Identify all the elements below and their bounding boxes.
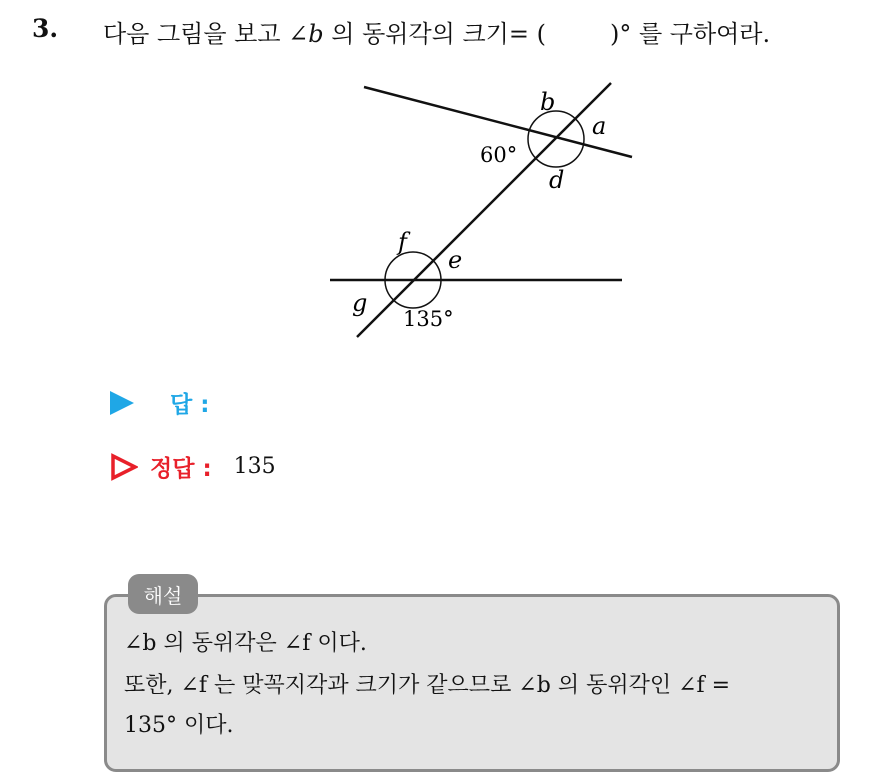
label-e: e: [448, 246, 463, 274]
label-f: f: [398, 228, 407, 256]
label-135-degrees: 135°: [403, 307, 454, 331]
play-triangle-icon: [110, 391, 134, 415]
outline-triangle-icon: [110, 453, 138, 481]
explanation-line-1: ∠b 의 동위각은 ∠f 이다.: [124, 631, 367, 656]
angle-b-symbol: ∠b: [288, 20, 324, 48]
label-g: g: [352, 289, 368, 317]
explanation-tag: 해설: [128, 574, 198, 614]
angle-figure: [0, 0, 884, 360]
transversal-line: [357, 83, 611, 337]
label-d: d: [549, 166, 565, 194]
question-number: 3.: [32, 14, 59, 43]
question-part1: 다음 그림을 보고: [103, 20, 289, 48]
label-a: a: [592, 112, 607, 140]
question-part2: 의 동위각의 크기= (: [323, 20, 546, 48]
answer-row: [110, 386, 209, 419]
label-60-degrees: 60°: [480, 143, 518, 167]
correct-answer-row: [110, 450, 276, 483]
correct-answer-value: 135: [233, 454, 276, 479]
explanation-line-2: 또한, ∠f 는 맞꼭지각과 크기가 같으므로 ∠b 의 동위각인 ∠f =: [124, 673, 731, 698]
label-b: b: [540, 88, 556, 116]
correct-answer-label: 정답 :: [150, 456, 212, 482]
question-part3: )° 를 구하여라.: [609, 20, 771, 48]
explanation-line-3: 135° 이다.: [124, 713, 234, 738]
answer-label: 답 :: [170, 392, 210, 418]
